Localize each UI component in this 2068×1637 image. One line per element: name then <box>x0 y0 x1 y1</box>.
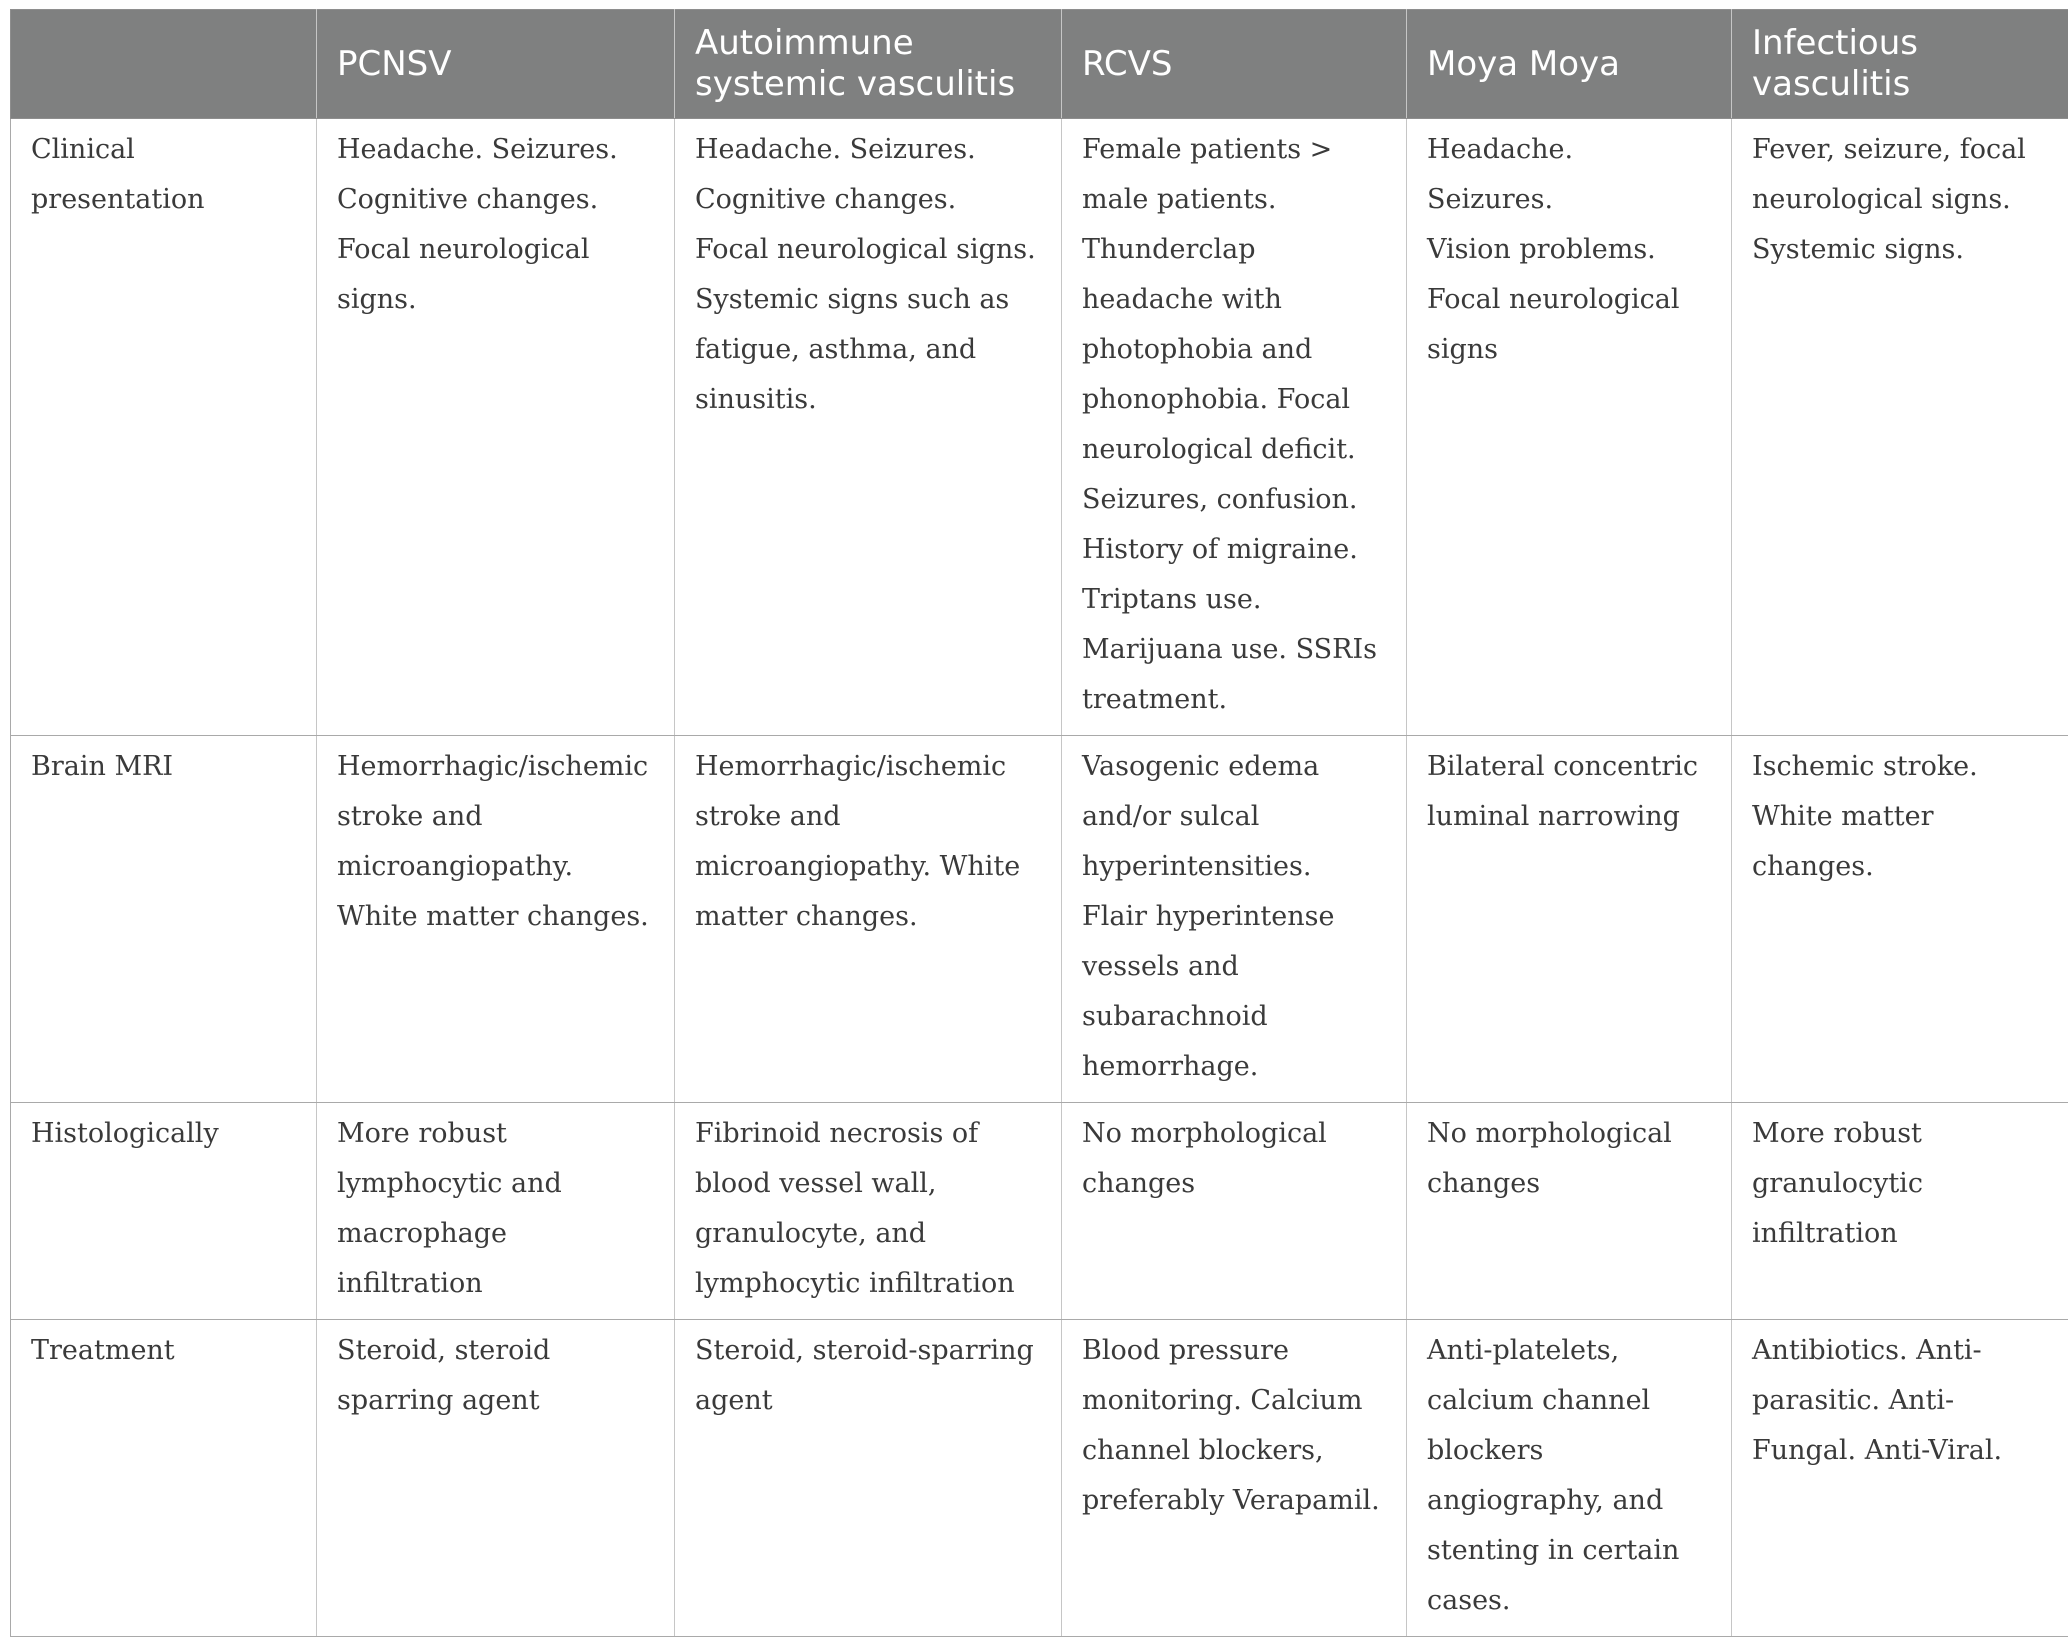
cell-line: Fibrinoid necrosis of blood vessel wall, granulocyte, and lymphocytic infiltration <box>695 1109 1041 1309</box>
table-row <box>11 119 2068 736</box>
header-cell-autoimmune: Autoimmune systemic vasculitis <box>675 10 1062 119</box>
cell-line: No morphological changes <box>1082 1109 1386 1209</box>
table-cell <box>1732 119 2068 736</box>
cell-line: More robust lymphocytic and macrophage infiltration <box>337 1109 654 1309</box>
cell-line: Cognitive changes. <box>337 175 654 225</box>
table-cell <box>1732 1320 2068 1637</box>
cell-line: Flair hyperintense vessels and subarachnoid hemorrhage. <box>1082 892 1386 1092</box>
header-cell-moya-moya: Moya Moya <box>1407 10 1732 119</box>
table-cell <box>675 119 1062 736</box>
table-cell <box>675 1103 1062 1320</box>
table-cell <box>675 736 1062 1103</box>
table-cell <box>317 736 675 1103</box>
header-cell-infectious: Infectious vasculitis <box>1732 10 2068 119</box>
table-row <box>11 1103 2068 1320</box>
table-cell <box>1062 119 1407 736</box>
table-cell <box>1407 1103 1732 1320</box>
cell-line: Blood pressure monitoring. Calcium channel blockers, preferably Verapamil. <box>1082 1326 1386 1526</box>
cell-line: Focal neurological signs. <box>337 225 654 325</box>
table-cell <box>1407 1320 1732 1637</box>
cell-line: Vasogenic edema and/or sulcal hyperintensities. <box>1082 742 1386 892</box>
cell-line: More robust granulocytic infiltration <box>1752 1109 2048 1259</box>
cell-line: Hemorrhagic/ischemic stroke and microangiopathy. White matter changes. <box>695 742 1041 942</box>
cell-line: Steroid, steroid sparring agent <box>337 1326 654 1426</box>
header-cell-blank <box>11 10 317 119</box>
row-label: Clinical presentation <box>11 119 317 736</box>
cell-line: Vision problems. <box>1427 225 1711 275</box>
table-cell <box>1407 119 1732 736</box>
cell-line: Thunderclap headache with photophobia and phonophobia. Focal neurological deficit. <box>1082 225 1386 475</box>
table-cell <box>317 1103 675 1320</box>
cell-line: No morphological changes <box>1427 1109 1711 1209</box>
table-cell <box>1062 736 1407 1103</box>
cell-line: History of migraine. <box>1082 525 1386 575</box>
table-cell <box>1732 1103 2068 1320</box>
row-label: Brain MRI <box>11 736 317 1103</box>
cell-line: Bilateral concentric luminal narrowing <box>1427 742 1711 842</box>
cell-line: Anti-platelets, calcium channel blockers angiography, and stenting in certain cases. <box>1427 1326 1711 1626</box>
cell-line: Focal neurological signs. <box>695 225 1041 275</box>
cell-line: Female patients > male patients. <box>1082 125 1386 225</box>
table-row <box>11 1320 2068 1637</box>
header-row <box>11 10 2068 119</box>
cell-line: Systemic signs. <box>1752 225 2048 275</box>
table-cell <box>675 1320 1062 1637</box>
table-cell <box>1407 736 1732 1103</box>
table-row <box>11 736 2068 1103</box>
cell-line: Hemorrhagic/ischemic stroke and microangiopathy. White matter changes. <box>337 742 654 942</box>
row-label: Treatment <box>11 1320 317 1637</box>
cell-line: Headache. <box>1427 125 1711 175</box>
cell-line: Headache. Seizures. <box>695 125 1041 175</box>
cell-line: Cognitive changes. <box>695 175 1041 225</box>
cell-line: Headache. Seizures. <box>337 125 654 175</box>
cell-line: Ischemic stroke. White matter changes. <box>1752 742 2048 892</box>
cell-line: Triptans use. Marijuana use. SSRIs treatment. <box>1082 575 1386 725</box>
row-label: Histologically <box>11 1103 317 1320</box>
cell-line: Seizures. <box>1427 175 1711 225</box>
cell-line: Seizures, confusion. <box>1082 475 1386 525</box>
comparison-table <box>10 9 2068 1637</box>
cell-line: Systemic signs such as fatigue, asthma, and sinusitis. <box>695 275 1041 425</box>
cell-line: Steroid, steroid-sparring agent <box>695 1326 1041 1426</box>
header-cell-pcnsv: PCNSV <box>317 10 675 119</box>
table-cell <box>1732 736 2068 1103</box>
cell-line: Antibiotics. Anti-parasitic. Anti-Fungal. Anti-Viral. <box>1752 1326 2048 1476</box>
cell-line: Focal neurological signs <box>1427 275 1711 375</box>
table-cell <box>317 119 675 736</box>
table-cell <box>317 1320 675 1637</box>
table-cell <box>1062 1103 1407 1320</box>
header-cell-rcvs: RCVS <box>1062 10 1407 119</box>
cell-line: Fever, seizure, focal neurological signs. <box>1752 125 2048 225</box>
table-cell <box>1062 1320 1407 1637</box>
